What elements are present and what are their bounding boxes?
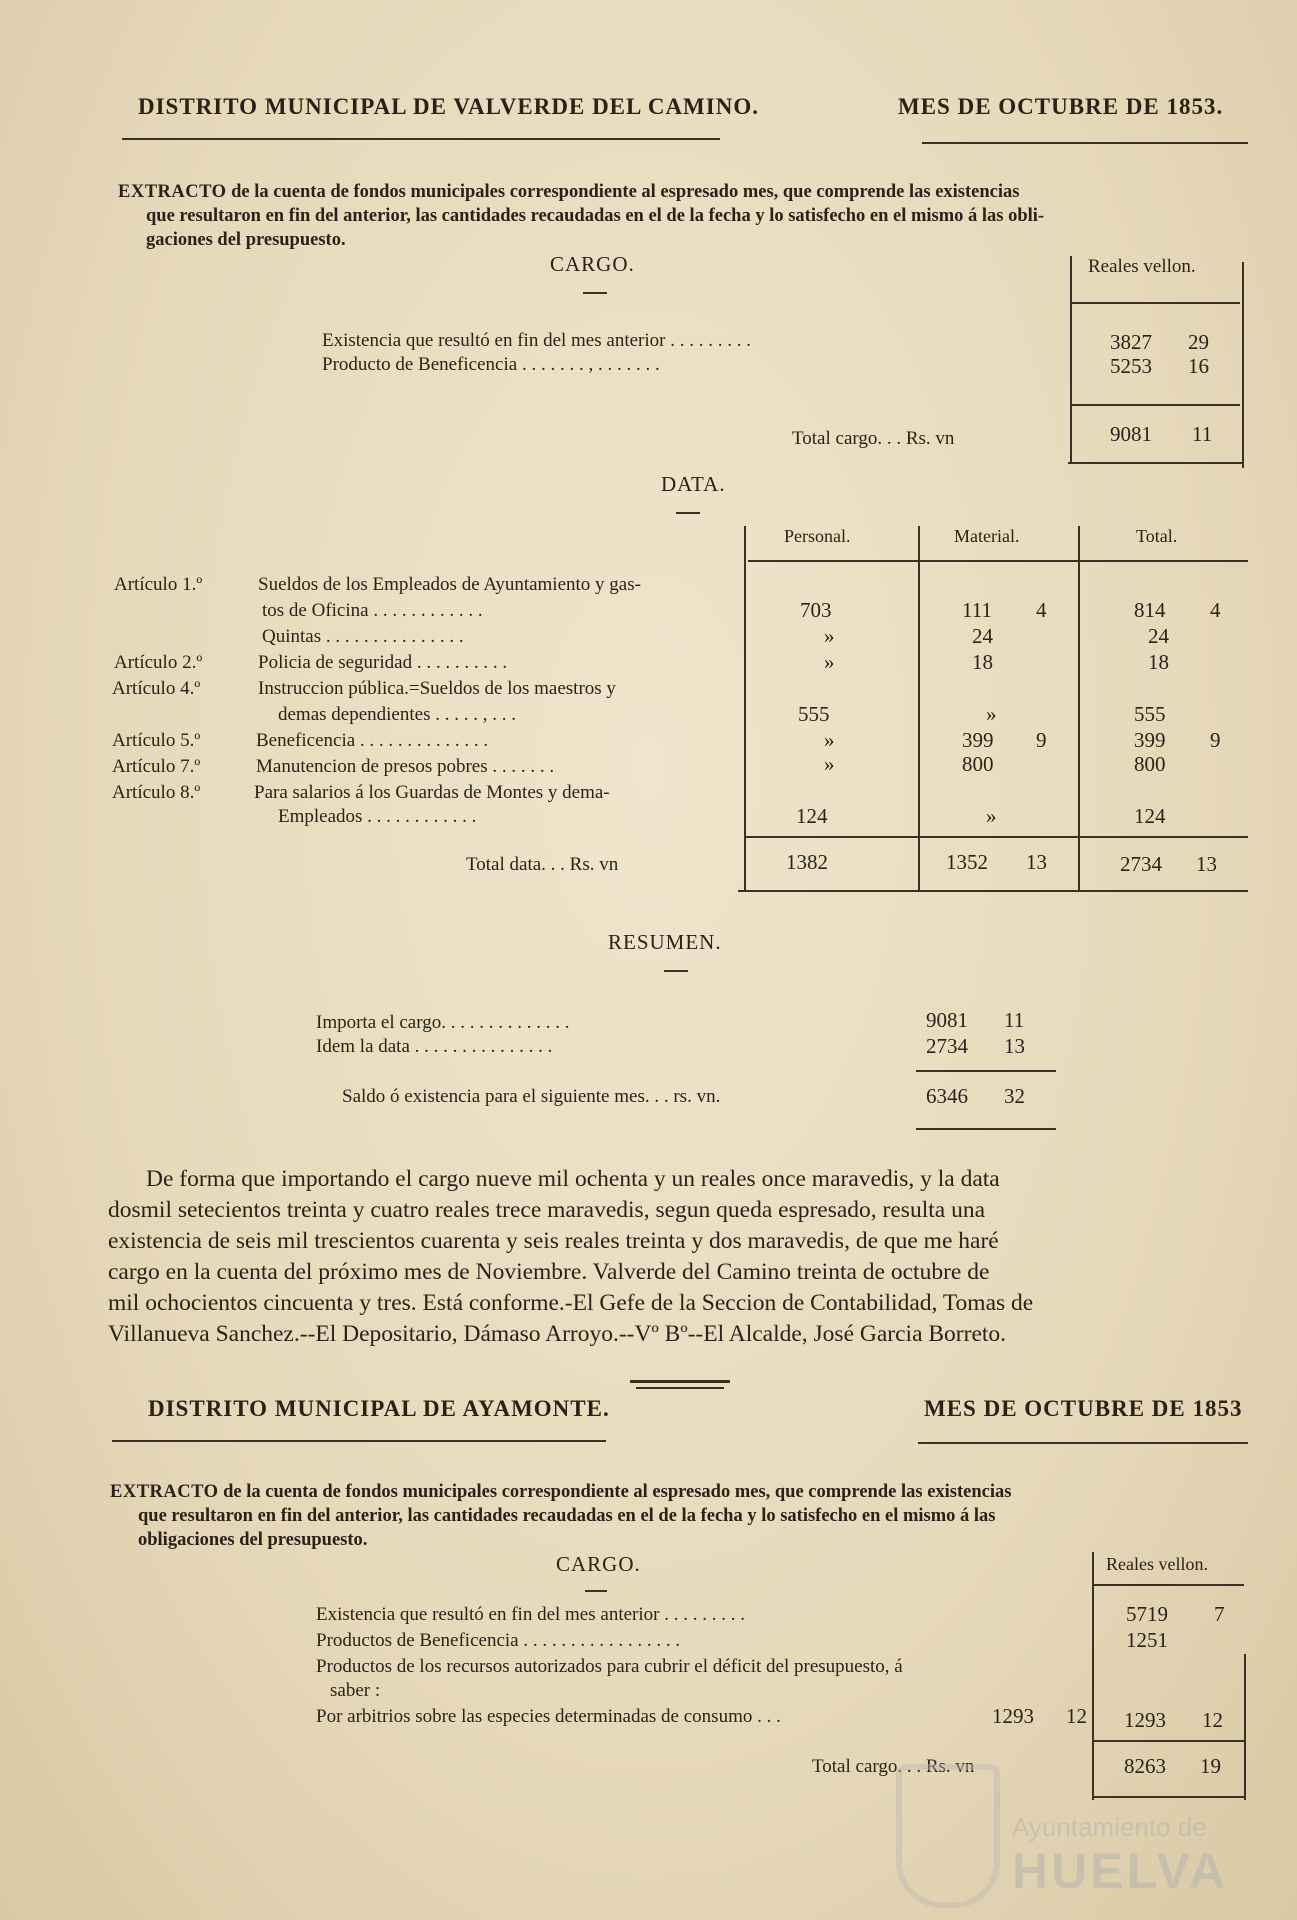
- data-article: Artículo 2.º: [114, 652, 203, 673]
- data-concept: Policia de seguridad . . . . . . . . . .: [258, 652, 508, 673]
- data-personal: »: [824, 624, 835, 648]
- cargo-total-label: Total cargo. . . Rs. vn: [792, 428, 955, 449]
- data-article: Artículo 7.º: [112, 756, 201, 777]
- extract-intro: [118, 180, 1250, 252]
- data-total-rule: [738, 890, 1248, 892]
- header-rule-right: [918, 1442, 1248, 1444]
- resumen-title: RESUMEN.: [608, 930, 722, 954]
- extract-line-2: que resultaron en fin del anterior, las cantidades recaudadas en el de la fecha y lo satisfecho en el mismo á las: [138, 1506, 996, 1526]
- cargo-arbitrios-partial-mrs: 12: [1066, 1704, 1087, 1728]
- data-personal: »: [824, 752, 835, 776]
- data-article: Artículo 8.º: [112, 782, 201, 803]
- watermark-line-2: HUELVA: [1012, 1843, 1229, 1899]
- data-col-material: Material.: [954, 526, 1020, 546]
- data-concept: Manutencion de presos pobres . . . . . . .: [256, 756, 555, 777]
- section-header-right: MES DE OCTUBRE DE 1853: [924, 1396, 1243, 1421]
- data-title-rule: [676, 512, 700, 514]
- cargo-title: CARGO.: [556, 1552, 641, 1576]
- cargo-col-header: Reales vellon.: [1088, 256, 1196, 277]
- data-concept: demas dependientes . . . . . , . . .: [278, 704, 516, 725]
- cargo-header-rule: [1072, 302, 1240, 304]
- cargo-total-rule: [1094, 1796, 1246, 1798]
- data-concept: Quintas . . . . . . . . . . . . . . .: [262, 626, 464, 647]
- extract-line-3: gaciones del presupuesto.: [146, 230, 346, 250]
- resumen-sum-rule: [916, 1070, 1056, 1072]
- cargo-recursos-line: Productos de los recursos autorizados para cubrir el déficit del presupuesto, á: [316, 1656, 903, 1677]
- data-col-personal: Personal.: [784, 526, 851, 546]
- data-total-total: 2734: [1120, 852, 1162, 876]
- shield-icon: [896, 1764, 1000, 1908]
- cargo-row-label: Existencia que resultó en fin del mes anterior . . . . . . . . .: [316, 1604, 745, 1625]
- data-total-mrs: 9: [1210, 728, 1221, 752]
- data-concept: Beneficencia . . . . . . . . . . . . . .: [256, 730, 489, 751]
- data-concept: tos de Oficina . . . . . . . . . . . .: [262, 600, 483, 621]
- watermark-line-1: Ayuntamiento de: [1012, 1812, 1207, 1842]
- data-personal: »: [824, 650, 835, 674]
- cargo-title: CARGO.: [550, 252, 635, 276]
- resumen-row-mrs: 13: [1004, 1034, 1025, 1058]
- data-material: »: [986, 804, 997, 828]
- data-title: DATA.: [661, 472, 726, 496]
- data-sum-rule: [746, 836, 1248, 838]
- data-material: 24: [972, 624, 993, 648]
- section-header-left: DISTRITO MUNICIPAL DE AYAMONTE.: [148, 1396, 610, 1421]
- data-personal: 555: [798, 702, 830, 726]
- cargo-total-mrs: 11: [1192, 422, 1213, 446]
- data-article: Artículo 5.º: [112, 730, 201, 751]
- data-personal: 703: [800, 598, 832, 622]
- paragraph-line: existencia de seis mil trescientos cuarenta y seis reales treinta y dos maravedis, de que me haré: [108, 1228, 999, 1254]
- data-personal: »: [824, 728, 835, 752]
- data-total-total-mrs: 13: [1196, 852, 1217, 876]
- cargo-row-label: Existencia que resultó en fin del mes anterior . . . . . . . . .: [322, 330, 751, 351]
- data-total-material: 1352: [946, 850, 988, 874]
- extract-line-2: que resultaron en fin del anterior, las cantidades recaudadas en el de la fecha y lo satisfecho en el mismo á las obli-: [146, 206, 1045, 226]
- cargo-row-reales: 5719: [1126, 1602, 1168, 1626]
- cargo-total-reales: 9081: [1110, 422, 1152, 446]
- data-total: 124: [1134, 804, 1166, 828]
- cargo-col-header: Reales vellon.: [1106, 1554, 1208, 1574]
- cargo-total-rule: [1068, 462, 1244, 464]
- cargo-total-mrs: 19: [1200, 1754, 1221, 1778]
- data-total-personal: 1382: [786, 850, 828, 874]
- cargo-vline-left: [1092, 1552, 1094, 1800]
- data-material: »: [986, 702, 997, 726]
- data-article: Artículo 1.º: [114, 574, 203, 595]
- cargo-arbitrios-reales: 1293: [1124, 1708, 1166, 1732]
- resumen-row-label: Importa el cargo. . . . . . . . . . . . . .: [316, 1012, 570, 1033]
- cargo-row-label: Productos de Beneficencia . . . . . . . . . . . . . . . . .: [316, 1630, 681, 1651]
- header-rule-left: [112, 1440, 606, 1442]
- resumen-row-mrs: 11: [1004, 1008, 1025, 1032]
- data-total: 800: [1134, 752, 1166, 776]
- cargo-vline-right: [1242, 262, 1244, 468]
- cargo-row-label: Producto de Beneficencia . . . . . . . , . . . . . . .: [322, 354, 660, 375]
- cargo-row-reales: 3827: [1110, 330, 1152, 354]
- cargo-row-reales: 5253: [1110, 354, 1152, 378]
- resumen-saldo-mrs: 32: [1004, 1084, 1025, 1108]
- data-material: 800: [962, 752, 994, 776]
- resumen-saldo-label: Saldo ó existencia para el siguiente mes. . . rs. vn.: [342, 1086, 721, 1107]
- data-total: 399: [1134, 728, 1166, 752]
- cargo-recursos-line: saber :: [330, 1680, 381, 1701]
- extract-line-3: obligaciones del presupuesto.: [138, 1530, 368, 1550]
- header-rule-left: [122, 138, 720, 140]
- resumen-saldo-reales: 6346: [926, 1084, 968, 1108]
- cargo-row-mrs: 16: [1188, 354, 1209, 378]
- extract-line-1: de la cuenta de fondos municipales correspondiente al espresado mes, que comprende las existencias: [231, 182, 1020, 202]
- extract-intro: [110, 1480, 1250, 1552]
- data-material: 18: [972, 650, 993, 674]
- cargo-arbitrios-label: Por arbitrios sobre las especies determinadas de consumo . . .: [316, 1706, 781, 1727]
- cargo-row-reales: 1251: [1126, 1628, 1168, 1652]
- data-total: 555: [1134, 702, 1166, 726]
- data-material: 111: [962, 598, 992, 622]
- data-concept: Empleados . . . . . . . . . . . .: [278, 806, 477, 827]
- extract-lead: EXTRACTO: [118, 182, 227, 202]
- cargo-row-mrs: 29: [1188, 330, 1209, 354]
- section-separator: [636, 1387, 724, 1389]
- paragraph-line: mil ochocientos cincuenta y tres. Está conforme.-El Gefe de la Seccion de Contabilidad, Tomas de: [108, 1290, 1034, 1316]
- closing-paragraph: [108, 1164, 1250, 1350]
- resumen-total-rule: [916, 1128, 1056, 1130]
- extract-lead: EXTRACTO: [110, 1482, 219, 1502]
- data-header-rule: [748, 560, 1248, 562]
- data-material-mrs: 4: [1036, 598, 1047, 622]
- cargo-title-rule: [583, 292, 607, 294]
- data-material-mrs: 9: [1036, 728, 1047, 752]
- data-personal: 124: [796, 804, 828, 828]
- data-total-label: Total data. . . Rs. vn: [466, 854, 619, 875]
- cargo-vline-right: [1244, 1654, 1246, 1800]
- section-separator: [630, 1380, 730, 1383]
- paragraph-line: dosmil setecientos treinta y cuatro reales trece maravedis, segun queda espresado, resulta una: [108, 1197, 985, 1223]
- data-total: 24: [1148, 624, 1169, 648]
- cargo-total-reales: 8263: [1124, 1754, 1166, 1778]
- extract-line-1: de la cuenta de fondos municipales correspondiente al espresado mes, que comprende las existencias: [223, 1482, 1012, 1502]
- data-col-total: Total.: [1136, 526, 1178, 546]
- paragraph-line: cargo en la cuenta del próximo mes de Noviembre. Valverde del Camino treinta de octubre de: [108, 1259, 990, 1285]
- data-total-material-mrs: 13: [1026, 850, 1047, 874]
- cargo-header-rule: [1094, 1584, 1244, 1586]
- data-concept: Instruccion pública.=Sueldos de los maestros y: [258, 678, 616, 699]
- data-concept: Para salarios á los Guardas de Montes y dema-: [254, 782, 610, 803]
- data-concept: Sueldos de los Empleados de Ayuntamiento y gas-: [258, 574, 641, 595]
- cargo-total-label: Total cargo. . . Rs. vn: [812, 1756, 975, 1777]
- section-header-left: DISTRITO MUNICIPAL DE VALVERDE DEL CAMINO.: [138, 94, 759, 119]
- cargo-arbitrios-partial-reales: 1293: [992, 1704, 1034, 1728]
- resumen-row-reales: 2734: [926, 1034, 968, 1058]
- cargo-sum-rule: [1072, 404, 1240, 406]
- header-rule-right: [922, 142, 1248, 144]
- section-header-right: MES DE OCTUBRE DE 1853.: [898, 94, 1224, 119]
- cargo-vline-left: [1070, 256, 1072, 462]
- cargo-row-mrs: 7: [1214, 1602, 1225, 1626]
- cargo-arbitrios-mrs: 12: [1202, 1708, 1223, 1732]
- data-total: 18: [1148, 650, 1169, 674]
- cargo-title-rule: [585, 1590, 607, 1592]
- paragraph-line: De forma que importando el cargo nueve mil ochenta y un reales once maravedis, y la data: [146, 1166, 1000, 1192]
- data-total-mrs: 4: [1210, 598, 1221, 622]
- resumen-title-rule: [664, 970, 688, 972]
- data-material: 399: [962, 728, 994, 752]
- data-article: Artículo 4.º: [112, 678, 201, 699]
- resumen-row-label: Idem la data . . . . . . . . . . . . . . .: [316, 1036, 553, 1057]
- cargo-sum-rule: [1094, 1740, 1244, 1742]
- data-total: 814: [1134, 598, 1166, 622]
- paragraph-line: Villanueva Sanchez.--El Depositario, Dámaso Arroyo.--Vº Bº--El Alcalde, José Garcia Borreto.: [108, 1321, 1007, 1347]
- resumen-row-reales: 9081: [926, 1008, 968, 1032]
